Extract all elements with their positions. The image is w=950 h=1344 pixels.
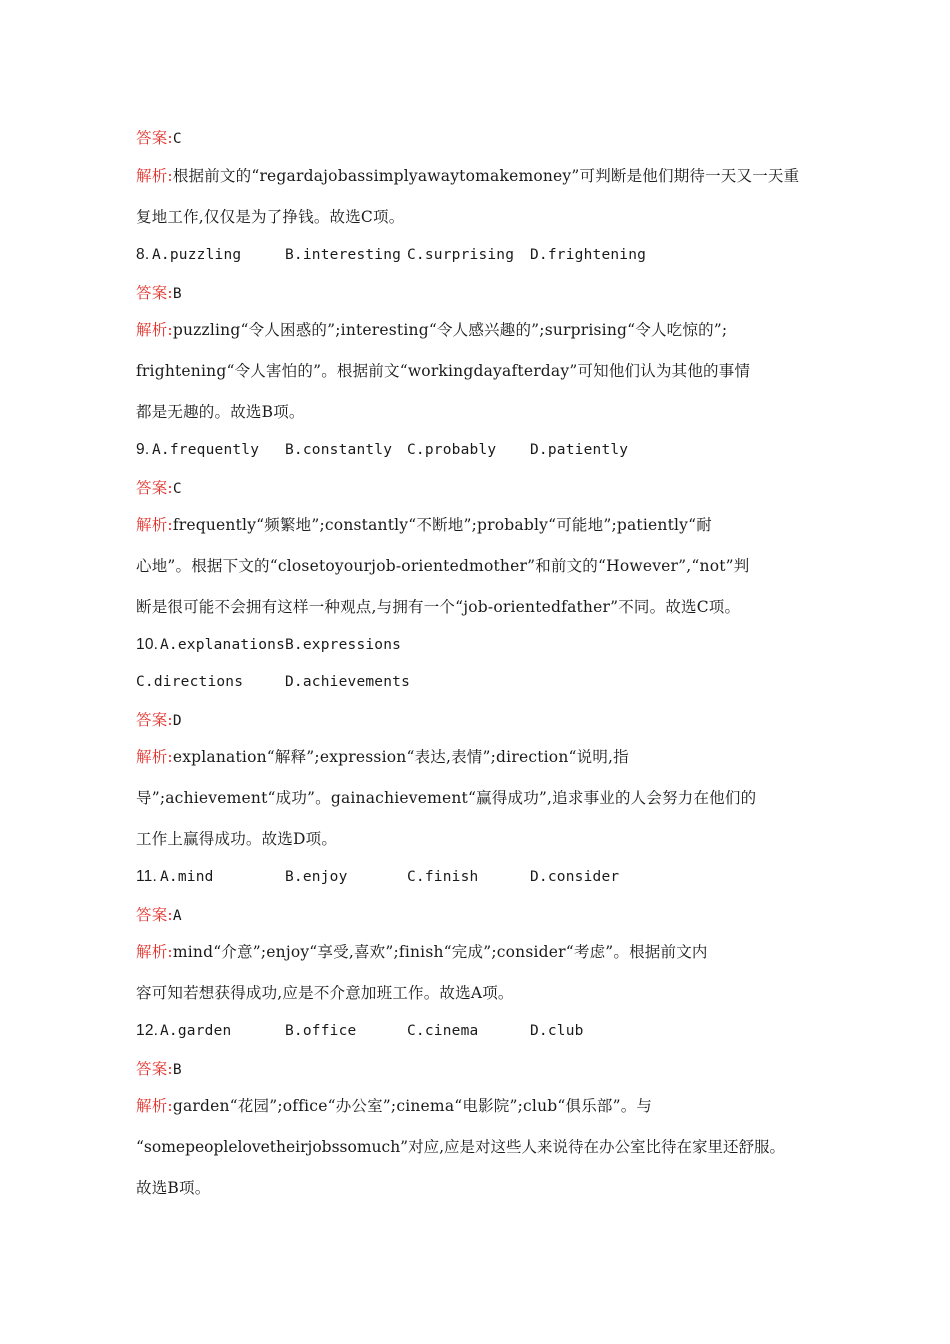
analysis-line-q9-3: 断是很可能不会拥有这样一种观点,与拥有一个“job-orientedfather”不同。故选C项。 xyxy=(136,598,741,616)
analysis-text: frequently“频繁地”;constantly“不断地”;probably“可能地”;patiently“耐 xyxy=(172,516,712,534)
analysis-text: puzzling“令人困惑的”;interesting“令人感兴趣的”;surprising“令人吃惊的”; xyxy=(172,321,728,339)
question-number: 12. xyxy=(136,1022,159,1039)
analysis-text: 根据前文的“regardajobassimplyawaytomakemoney”可判断是他们期待一天又一天重 xyxy=(172,167,800,185)
option-c: C.directions xyxy=(136,674,244,690)
option-a: A.mind xyxy=(160,869,214,885)
analysis-line-q12-1 xyxy=(136,1096,652,1116)
answer-line-q7 xyxy=(136,128,182,149)
answer-value: A xyxy=(172,908,182,924)
question-row-q8 xyxy=(136,245,836,265)
option-a: A.explanations xyxy=(160,637,286,653)
analysis-line-q11-1 xyxy=(136,942,708,962)
question-number: 8. xyxy=(136,246,150,263)
option-d: D.patiently xyxy=(530,442,629,458)
analysis-line-q12-2: “somepeoplelovetheirjobssomuch”对应,应是对这些人来说待在办公室比待在家里还舒服。 xyxy=(136,1138,786,1156)
analysis-line-q8-3: 都是无趣的。故选B项。 xyxy=(136,403,305,421)
answer-label: 答案: xyxy=(136,479,173,497)
option-c: C.cinema xyxy=(407,1023,479,1039)
option-d: D.consider xyxy=(530,869,620,885)
analysis-text: explanation“解释”;expression“表达,表情”;direction“说明,指 xyxy=(172,748,629,766)
answer-line-q8 xyxy=(136,283,182,304)
option-c: C.surprising xyxy=(407,247,515,263)
option-a: A.garden xyxy=(160,1023,232,1039)
analysis-line-q8-1 xyxy=(136,320,727,340)
option-c: C.probably xyxy=(407,442,497,458)
question-number: 9. xyxy=(136,441,150,458)
answer-line-q9 xyxy=(136,478,182,499)
analysis-label: 解析: xyxy=(136,1097,173,1115)
analysis-line-q10-1 xyxy=(136,747,629,767)
question-row-q9 xyxy=(136,440,836,460)
analysis-line-q7-1 xyxy=(136,166,799,186)
question-number: 11. xyxy=(136,868,157,885)
answer-line-q10 xyxy=(136,710,182,731)
analysis-text: mind“介意”;enjoy“享受,喜欢”;finish“完成”;consider“考虑”。根据前文内 xyxy=(172,943,708,961)
option-d: D.club xyxy=(530,1023,584,1039)
option-b: B.constantly xyxy=(285,442,393,458)
answer-label: 答案: xyxy=(136,1060,173,1078)
analysis-line-q10-3: 工作上赢得成功。故选D项。 xyxy=(136,830,338,848)
analysis-label: 解析: xyxy=(136,943,173,961)
analysis-line-q11-2: 容可知若想获得成功,应是不介意加班工作。故选A项。 xyxy=(136,984,514,1002)
option-c: C.finish xyxy=(407,869,479,885)
analysis-text: garden“花园”;office“办公室”;cinema“电影院”;club“俱乐部”。与 xyxy=(172,1097,653,1115)
answer-line-q11 xyxy=(136,905,182,926)
answer-value: B xyxy=(172,1062,182,1078)
option-b: B.expressions xyxy=(285,637,402,653)
option-b: B.office xyxy=(285,1023,357,1039)
answer-value: B xyxy=(172,286,182,302)
option-d: D.frightening xyxy=(530,247,647,263)
analysis-label: 解析: xyxy=(136,167,173,185)
answer-value: C xyxy=(172,481,182,497)
analysis-line-q9-1 xyxy=(136,515,712,535)
question-row-q10-2 xyxy=(136,672,836,692)
question-row-q12 xyxy=(136,1021,836,1041)
question-number: 10. xyxy=(136,636,159,653)
option-a: A.puzzling xyxy=(152,247,242,263)
analysis-line-q9-2: 心地”。根据下文的“closetoyourjob-orientedmother”和前文的“However”,“not”判 xyxy=(136,557,750,575)
option-d: D.achievements xyxy=(285,674,411,690)
analysis-line-q10-2: 导”;achievement“成功”。gainachievement“赢得成功”,追求事业的人会努力在他们的 xyxy=(136,789,757,807)
analysis-label: 解析: xyxy=(136,321,173,339)
answer-label: 答案: xyxy=(136,711,173,729)
answer-label: 答案: xyxy=(136,906,173,924)
answer-line-q12 xyxy=(136,1059,182,1080)
option-b: B.enjoy xyxy=(285,869,348,885)
analysis-label: 解析: xyxy=(136,748,173,766)
analysis-line-q12-3: 故选B项。 xyxy=(136,1179,211,1197)
answer-value: C xyxy=(172,131,182,147)
option-b: B.interesting xyxy=(285,247,402,263)
analysis-line-q7-2: 复地工作,仅仅是为了挣钱。故选C项。 xyxy=(136,208,405,226)
answer-label: 答案: xyxy=(136,284,173,302)
question-row-q11 xyxy=(136,867,836,887)
analysis-label: 解析: xyxy=(136,516,173,534)
answer-label: 答案: xyxy=(136,129,173,147)
question-row-q10 xyxy=(136,635,836,655)
option-a: A.frequently xyxy=(152,442,260,458)
answer-value: D xyxy=(172,713,182,729)
analysis-line-q8-2: frightening“令人害怕的”。根据前文“workingdayafterday”可知他们认为其他的事情 xyxy=(136,362,751,380)
